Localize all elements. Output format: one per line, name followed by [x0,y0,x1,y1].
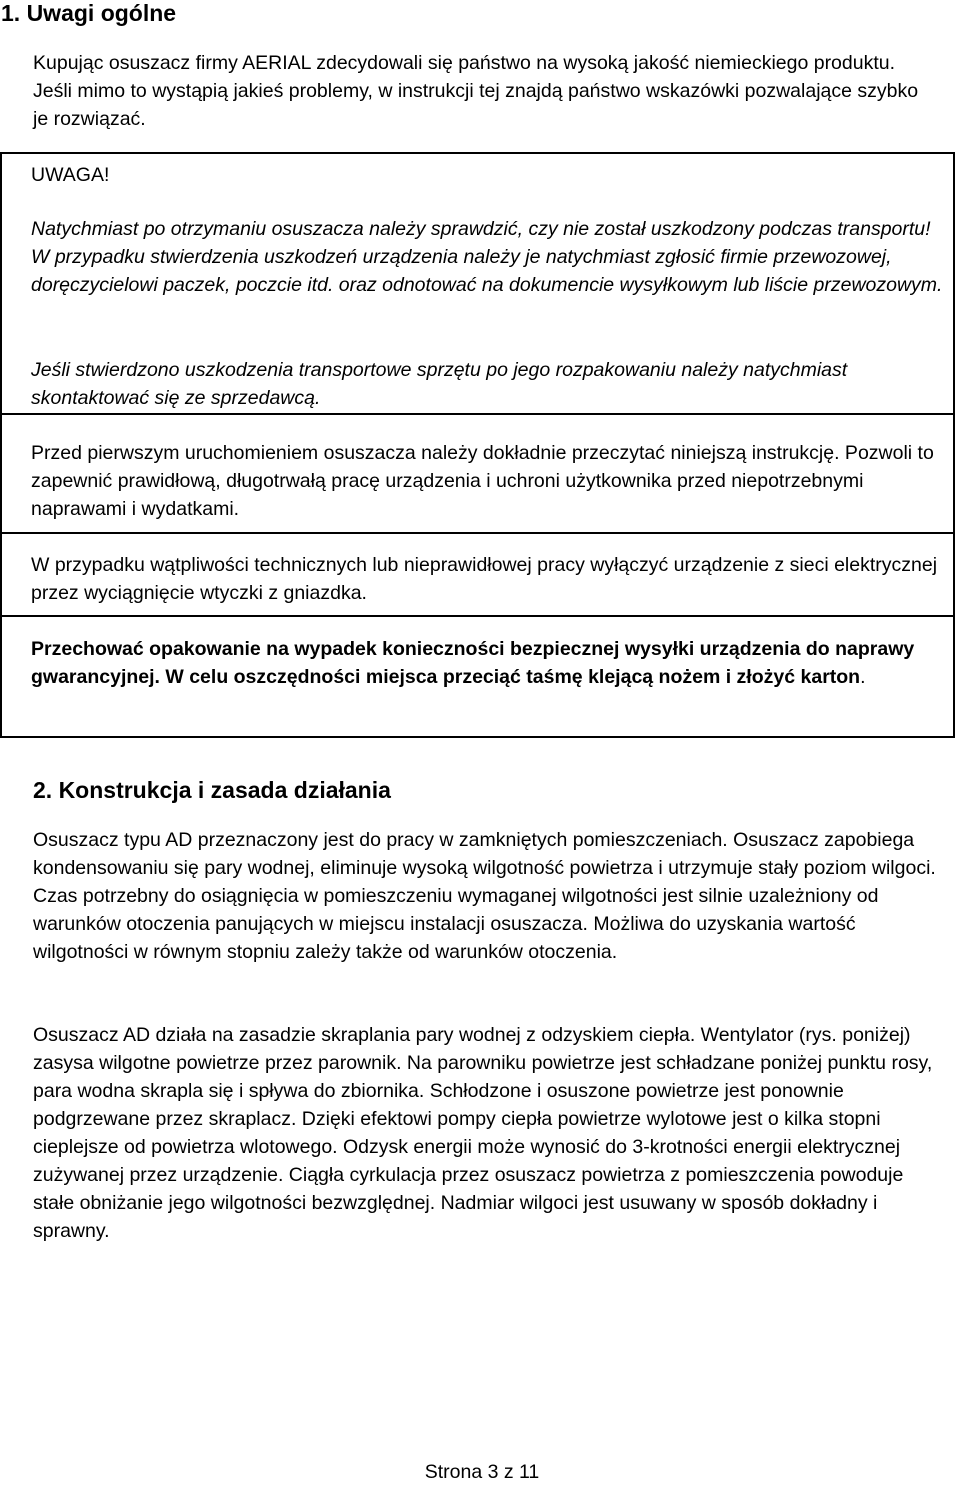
warning-divider [0,532,955,534]
intro-paragraph: Kupując osuszacz firmy AERIAL zdecydowali się państwo na wysoką jakość niemieckiego produktu. Jeśli mimo to wystąpią jakieś problemy, w instrukcji tej znajdą państwo wskazówki pozwalające szybko je rozwiązać. [33,52,919,130]
packaging-period: . [860,666,866,688]
warning-paragraph-packaging [31,635,946,691]
operation-paragraph: Osuszacz AD działa na zasadzie skraplania pary wodnej z odzyskiem ciepła. Wentylator (rys. poniżej) zasysa wilgotne powietrze przez parownik. Na parowniku powietrze jest schładzane poniżej punktu rosy, para wodna skrapla się i spływa do zbiornika. Schłodzone i osuszone powietrze jest ponownie podgrzewane przez skraplacz. Dzięki efektowi pompy ciepła powietrze wylotowe jest o kilka stopni cieplejsze od powietrza wlotowego. Odzysk energii może wynosić do 3-krotności energii elektrycznej zużywanej przez urządzenie. Ciągła cyrkulacja przez osuszacz powietrza z pomieszczenia powoduje stałe obniżanie jego wilgotności bezwzględnej. Nadmiar wilgoci jest usuwany w sposób dokładny i sprawny. [33,1024,933,1242]
page-number [0,1459,960,1485]
section-1-title: 1. Uwagi ogólne [1,0,177,26]
page-number-text: Strona 3 z 11 [424,1461,540,1483]
construction-paragraph: Osuszacz typu AD przeznaczony jest do pracy w zamkniętych pomieszczeniach. Osuszacz zapobiega kondensowaniu się pary wodnej, eliminuje wysoką wilgotność powietrza i utrzymuje stały poziom wilgoci. Czas potrzebny do osiągnięcia w pomieszczeniu wymaganej wilgotności jest silnie uzależniony od warunków otoczenia panujących w miejscu instalacji osuszacza. Możliwa do uzyskania wartość wilgotności w równym stopniu zależy także od warunków otoczenia. [33,829,936,963]
warning-paragraph-damage: Jeśli stwierdzono uszkodzenia transportowe sprzętu po jego rozpakowaniu należy natychmiast skontaktować się ze sprzedawcą. [31,359,848,409]
warning-divider [0,615,955,617]
warning-divider [0,413,955,415]
warning-paragraph-unplug: W przypadku wątpliwości technicznych lub nieprawidłowej pracy wyłączyć urządzenie z sieci elektrycznej przez wyciągnięcie wtyczki z gniazdka. [31,554,938,604]
warning-paragraph-transport: Natychmiast po otrzymaniu osuszacza należy sprawdzić, czy nie został uszkodzony podczas transportu! W przypadku stwierdzenia uszkodzeń urządzenia należy je natychmiast zgłosić firmie przewozowej, doręczycielowi paczek, poczcie itd. oraz odnotować na dokumencie wysyłkowym lub liście przewozowym. [31,218,943,296]
section-2-title: 2. Konstrukcja i zasada działania [33,777,391,803]
packaging-instruction: Przechować opakowanie na wypadek konieczności bezpiecznej wysyłki urządzenia do naprawy gwarancyjnej. W celu oszczędności miejsca przeciąć taśmę klejącą nożem i złożyć karton [31,638,915,688]
warning-paragraph-read-manual: Przed pierwszym uruchomieniem osuszacza należy dokładnie przeczytać niniejszą instrukcję. Pozwoli to zapewnić prawidłową, długotrwałą pracę urządzenia i uchroni użytkownika przed niepotrzebnymi naprawami i wydatkami. [31,442,934,520]
warning-title: UWAGA! [31,164,110,186]
